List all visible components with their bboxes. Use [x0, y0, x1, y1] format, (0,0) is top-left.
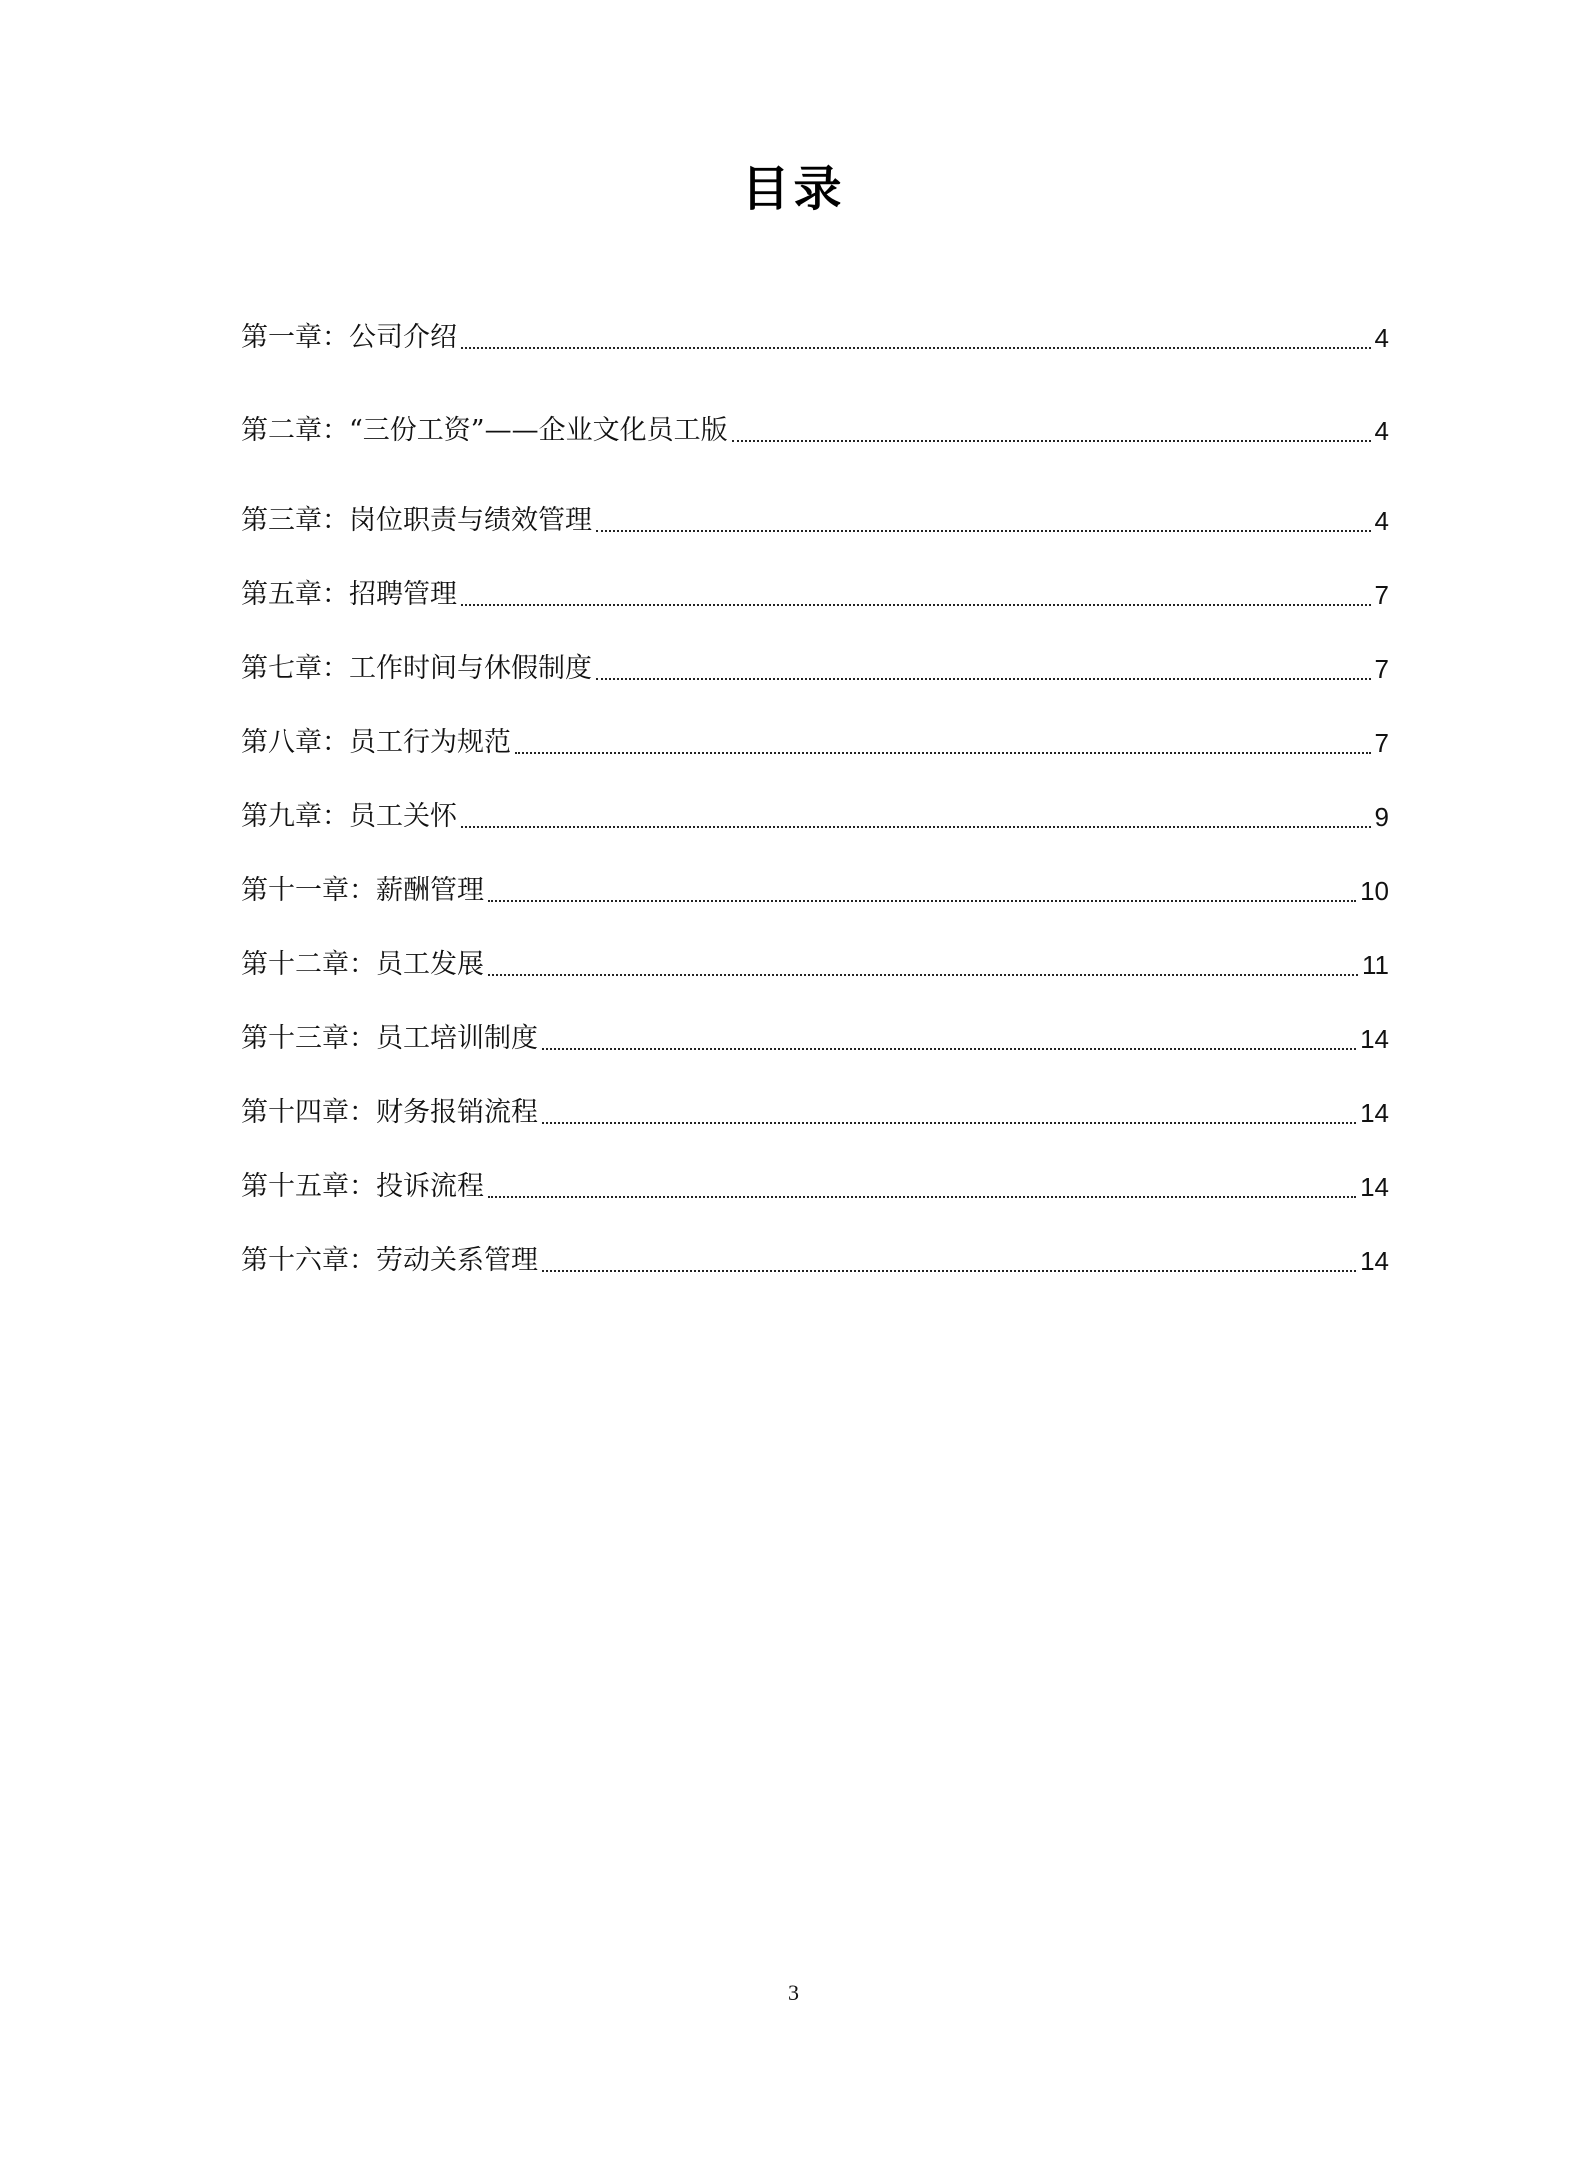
toc-entry[interactable]	[241, 575, 1389, 615]
toc-entry-label: 第一章：公司介绍	[241, 322, 457, 353]
toc-entry-page: 7	[1374, 580, 1389, 610]
toc-leader-dots	[542, 1122, 1356, 1124]
toc-entry-label: 第十六章：劳动关系管理	[241, 1245, 538, 1276]
toc-entry-label: 第十三章：员工培训制度	[241, 1023, 538, 1054]
toc-entry-page: 11	[1362, 950, 1389, 980]
toc-entry[interactable]	[241, 1019, 1389, 1059]
toc-entry-label: 第七章：工作时间与休假制度	[241, 653, 592, 684]
toc-leader-dots	[542, 1270, 1356, 1272]
toc-leader-dots	[542, 1048, 1356, 1050]
toc-entry-page: 9	[1374, 802, 1389, 832]
toc-entry-label: 第九章：员工关怀	[241, 801, 457, 832]
toc-entry[interactable]	[241, 1167, 1389, 1207]
toc-entry[interactable]	[241, 797, 1389, 837]
page-number: 3	[788, 1980, 799, 2005]
toc-entry[interactable]	[241, 1093, 1389, 1133]
toc-list	[241, 0, 1389, 1400]
toc-entry-label: 第二章：“三份工资”——企业文化员工版	[241, 415, 728, 446]
toc-entry-page: 7	[1374, 654, 1389, 684]
toc-leader-dots	[596, 530, 1371, 532]
toc-entry[interactable]	[241, 649, 1389, 689]
toc-leader-dots	[461, 347, 1371, 349]
toc-leader-dots	[488, 1196, 1356, 1198]
toc-entry[interactable]	[241, 501, 1389, 541]
toc-entry-page: 10	[1360, 876, 1389, 906]
toc-entry[interactable]	[241, 411, 1389, 451]
toc-leader-dots	[732, 440, 1371, 442]
toc-entry-page: 4	[1374, 506, 1389, 536]
toc-entry-page: 14	[1360, 1246, 1389, 1276]
toc-entry[interactable]	[241, 871, 1389, 911]
toc-entry[interactable]	[241, 1241, 1389, 1281]
toc-entry-page: 14	[1360, 1024, 1389, 1054]
toc-leader-dots	[488, 900, 1356, 902]
toc-entry-page: 4	[1374, 416, 1389, 446]
toc-entry-label: 第十一章：薪酬管理	[241, 875, 484, 906]
toc-entry[interactable]	[241, 945, 1389, 985]
toc-leader-dots	[461, 604, 1371, 606]
toc-entry-page: 4	[1374, 323, 1389, 353]
toc-entry-page: 14	[1360, 1172, 1389, 1202]
toc-entry-page: 14	[1360, 1098, 1389, 1128]
toc-entry[interactable]	[241, 318, 1389, 358]
toc-entry-label: 第三章：岗位职责与绩效管理	[241, 505, 592, 536]
toc-entry-label: 第十四章：财务报销流程	[241, 1097, 538, 1128]
toc-leader-dots	[461, 826, 1371, 828]
toc-entry-label: 第十二章：员工发展	[241, 949, 484, 980]
toc-entry[interactable]	[241, 723, 1389, 763]
toc-entry-page: 7	[1374, 728, 1389, 758]
toc-entry-label: 第八章：员工行为规范	[241, 727, 511, 758]
toc-entry-label: 第五章：招聘管理	[241, 579, 457, 610]
toc-title: 目录	[741, 161, 846, 217]
toc-leader-dots	[515, 752, 1371, 754]
toc-leader-dots	[596, 678, 1371, 680]
toc-entry-label: 第十五章：投诉流程	[241, 1171, 484, 1202]
toc-leader-dots	[488, 974, 1358, 976]
